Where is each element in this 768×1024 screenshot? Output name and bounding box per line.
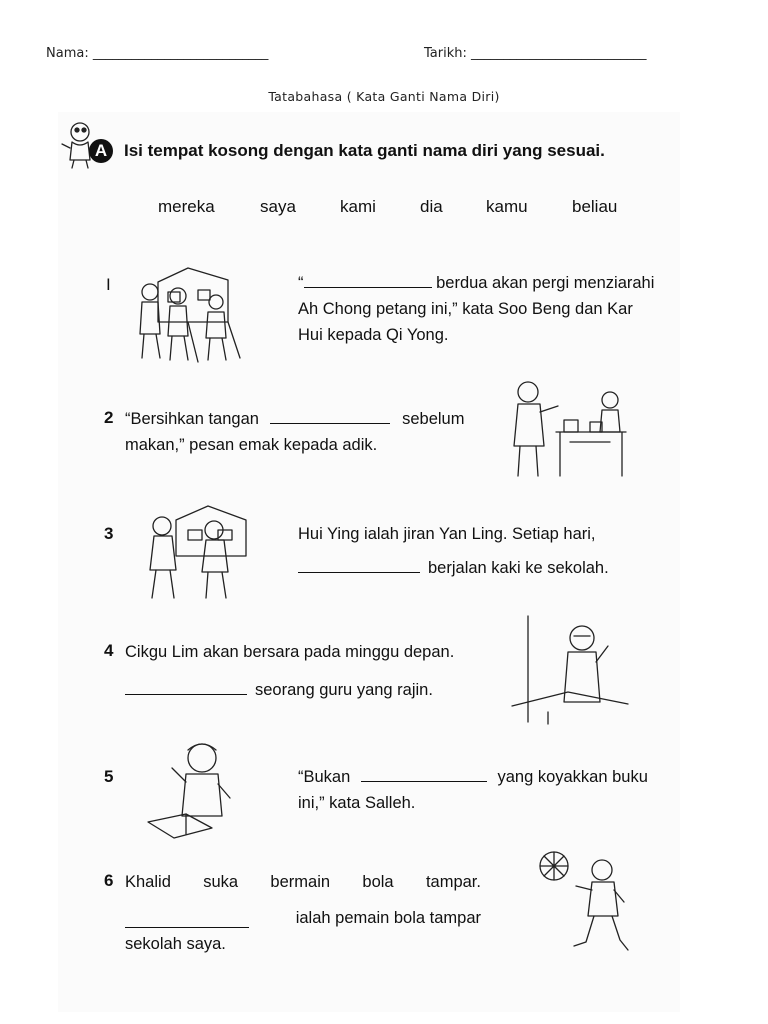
nama-line: ___________________________ (92, 46, 269, 61)
question-number: 2 (104, 408, 114, 427)
question-2-line-1: “Bersihkan tangan sebelum (125, 410, 465, 428)
word-bank-item: mereka (158, 197, 215, 216)
tarikh-line: ___________________________ (471, 46, 647, 61)
question-2-line-2: makan,” pesan emak kepada adik. (125, 436, 378, 454)
section-instruction: Isi tempat kosong dengan kata ganti nama diri yang sesuai. (124, 141, 605, 160)
question-6-line-3: sekolah saya. (125, 935, 226, 953)
question-number: 6 (104, 871, 114, 890)
answer-blank[interactable] (270, 409, 390, 424)
answer-blank[interactable] (125, 913, 249, 928)
teacher-illustration (508, 612, 638, 726)
word-bank-item: kamu (486, 197, 528, 216)
question-5-line-2: ini,” kata Salleh. (298, 794, 416, 812)
question-4-line-2: seorang guru yang rajin. (125, 677, 433, 703)
children-house-illustration (128, 262, 248, 367)
word-bank-item: dia (420, 197, 443, 216)
word-bank-item: saya (260, 197, 296, 216)
question-3-line-1: Hui Ying ialah jiran Yan Ling. Setiap hari, (298, 525, 596, 543)
answer-blank[interactable] (304, 273, 432, 288)
boy-with-book-illustration (146, 738, 246, 844)
question-1-line-1: “ berdua akan pergi menziarahi (298, 274, 655, 292)
nama-field[interactable] (46, 46, 268, 61)
question-3-line-2: berjalan kaki ke sekolah. (298, 555, 609, 581)
word-bank-item: kami (340, 197, 376, 216)
question-1-line-2: Ah Chong petang ini,” kata Soo Beng dan Kar (298, 300, 633, 318)
mother-child-table-illustration (500, 376, 640, 482)
volleyball-player-illustration (530, 846, 640, 956)
question-6-line-2: ialah pemain bola tampar (125, 905, 481, 931)
question-6-line-1: Khalid suka bermain bola tampar. (125, 873, 481, 891)
word-bank-item: beliau (572, 197, 618, 216)
tarikh-label: Tarikh: (424, 46, 467, 61)
question-5-line-1: “Bukan yang koyakkan buku (298, 768, 648, 786)
page-title: Tatabahasa ( Kata Ganti Nama Diri) (268, 89, 500, 104)
section-a-badge: A (89, 139, 113, 163)
answer-blank[interactable] (298, 558, 420, 573)
question-number: 5 (104, 767, 114, 786)
question-4-line-1: Cikgu Lim akan bersara pada minggu depan. (125, 643, 455, 661)
question-1-line-3: Hui kepada Qi Yong. (298, 326, 449, 344)
answer-blank[interactable] (125, 680, 247, 695)
two-girls-walking-illustration (126, 500, 256, 604)
question-number: 4 (104, 641, 114, 660)
question-number: 3 (104, 524, 114, 543)
tarikh-field[interactable] (424, 46, 647, 61)
answer-blank[interactable] (361, 767, 487, 782)
nama-label: Nama: (46, 46, 89, 61)
question-number: I (106, 275, 111, 294)
